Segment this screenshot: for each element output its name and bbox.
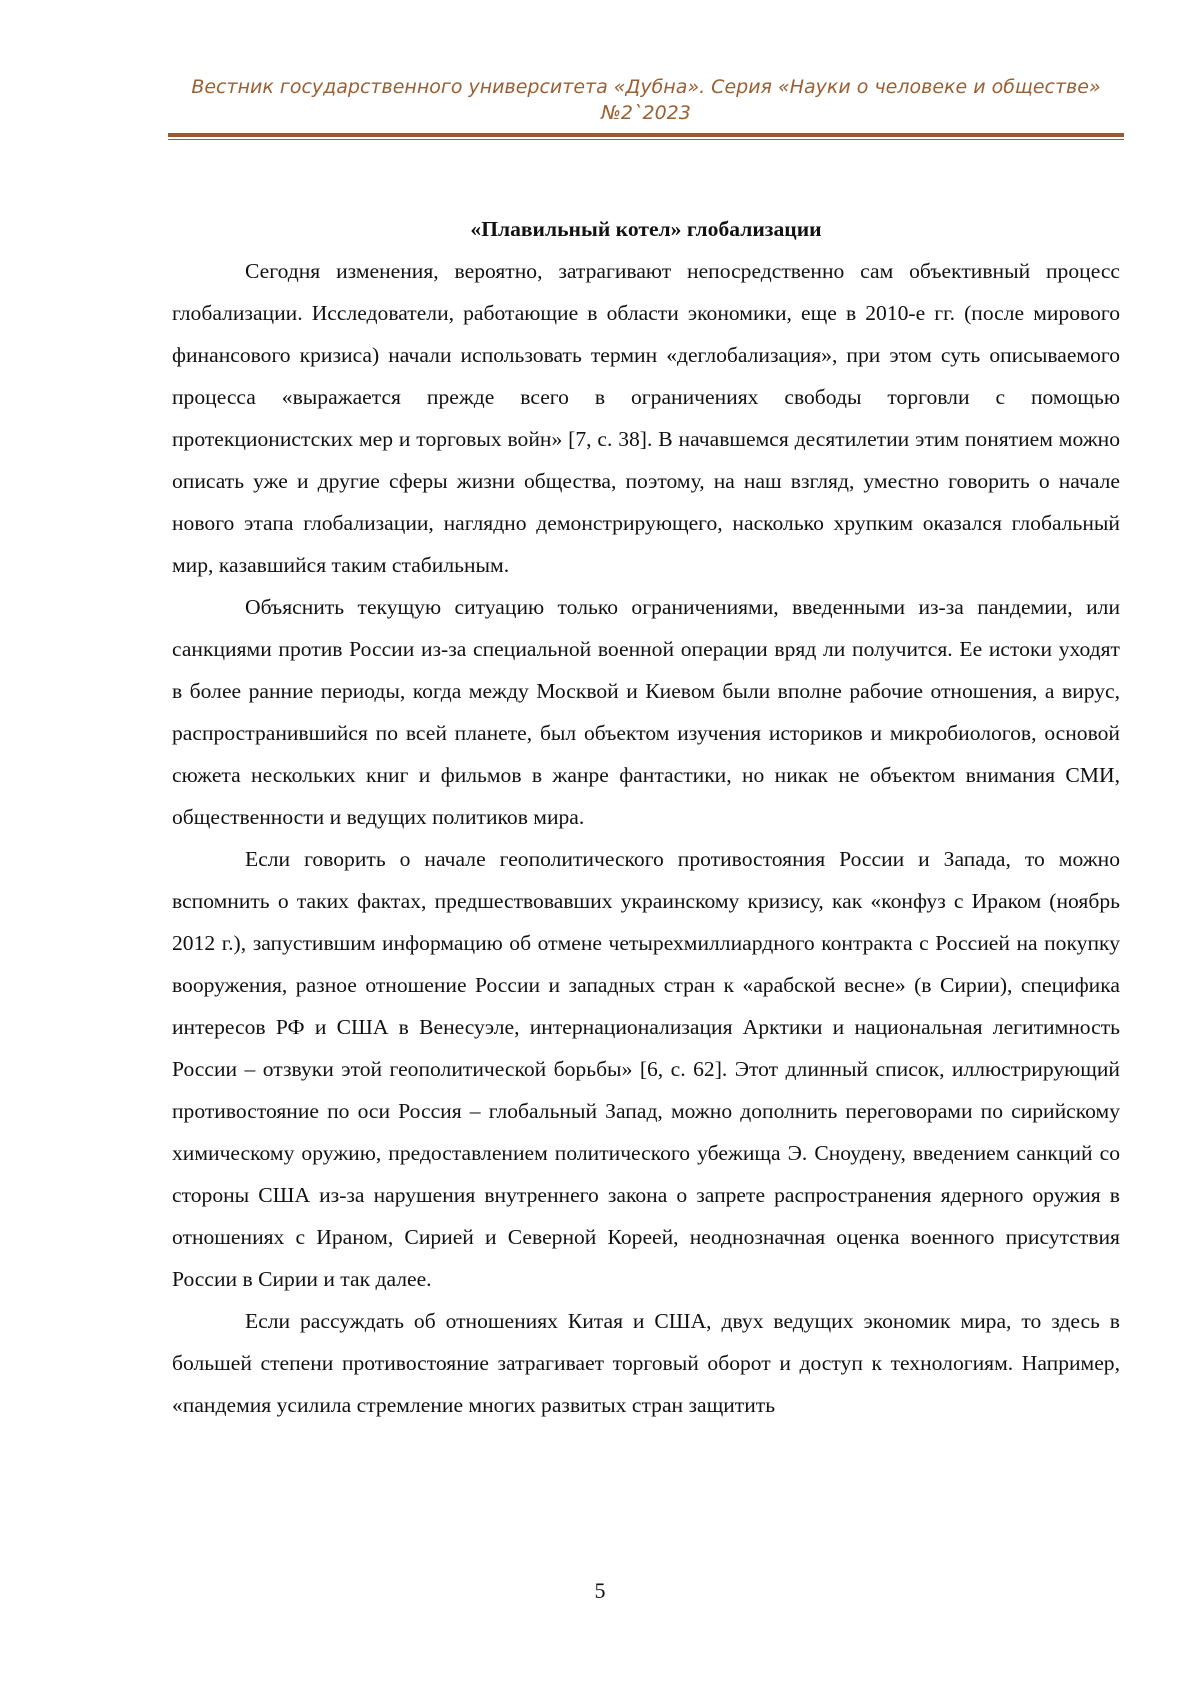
article-body	[172, 208, 1120, 1426]
running-head	[168, 74, 1124, 126]
paragraph-1: Сегодня изменения, вероятно, затрагивают непосредственно сам объективный процесс глобализации. Исследователи, работающие в области экономики, еще в 2010-е гг. (после мирового финансового кризиса) начали использовать термин «деглобализация», при этом суть описываемого процесса «выражается прежде всего в ограничениях свободы торговли с помощью протекционистских мер и торговых войн» [7, с. 38]. В начавшемся десятилетии этим понятием можно описать уже и другие сферы жизни общества, поэтому, на наш взгляд, уместно говорить о начале нового этапа глобализации, наглядно демонстрирующего, насколько хрупким оказался глобальный мир, казавшийся таким стабильным.	[172, 259, 1120, 577]
paragraph-4: Если рассуждать об отношениях Китая и США, двух ведущих экономик мира, то здесь в большей степени противостояние затрагивает торговый оборот и доступ к технологиям. Например, «пандемия усилила стремление многих развитых стран защитить	[172, 1309, 1120, 1417]
running-head-journal-title: Вестник государственного университета «Дубна». Серия «Науки о человеке и обществе»	[191, 76, 1101, 98]
paragraph-3: Если говорить о начале геополитического противостояния России и Запада, то можно вспомнить о таких фактах, предшествовавших украинскому кризису, как «конфуз с Ираком (ноябрь 2012 г.), запустившим информацию об отмене четырехмиллиардного контракта с Россией на покупку вооружения, разное отношение России и западных стран к «арабской весне» (в Сирии), специфика интересов РФ и США в Венесуэле, интернационализация Арктики и национальная легитимность России – отзвуки этой геополитической борьбы» [6, с. 62]. Этот длинный список, иллюстрирующий противостояние по оси Россия – глобальный Запад, можно дополнить переговорами по сирийскому химическому оружию, предоставлением политического убежища Э. Сноудену, введением санкций со стороны США из-за нарушения внутреннего закона о запрете распространения ядерного оружия в отношениях с Ираном, Сирией и Северной Кореей, неоднозначная оценка военного присутствия России в Сирии и так далее.	[172, 847, 1120, 1291]
running-head-issue: №2`2023	[601, 102, 691, 124]
header-rule-thick	[168, 133, 1124, 137]
section-heading: «Плавильный котел» глобализации	[470, 217, 822, 241]
header-rule-thin	[168, 139, 1124, 140]
paragraph-2: Объяснить текущую ситуацию только ограничениями, введенными из-за пандемии, или санкциями против России из-за специальной военной операции вряд ли получится. Ее истоки уходят в более ранние периоды, когда между Москвой и Киевом были вполне рабочие отношения, а вирус, распространившийся по всей планете, был объектом изучения историков и микробиологов, основой сюжета нескольких книг и фильмов в жанре фантастики, но никак не объектом внимания СМИ, общественности и ведущих политиков мира.	[172, 595, 1120, 829]
page-number: 5	[594, 1578, 606, 1603]
